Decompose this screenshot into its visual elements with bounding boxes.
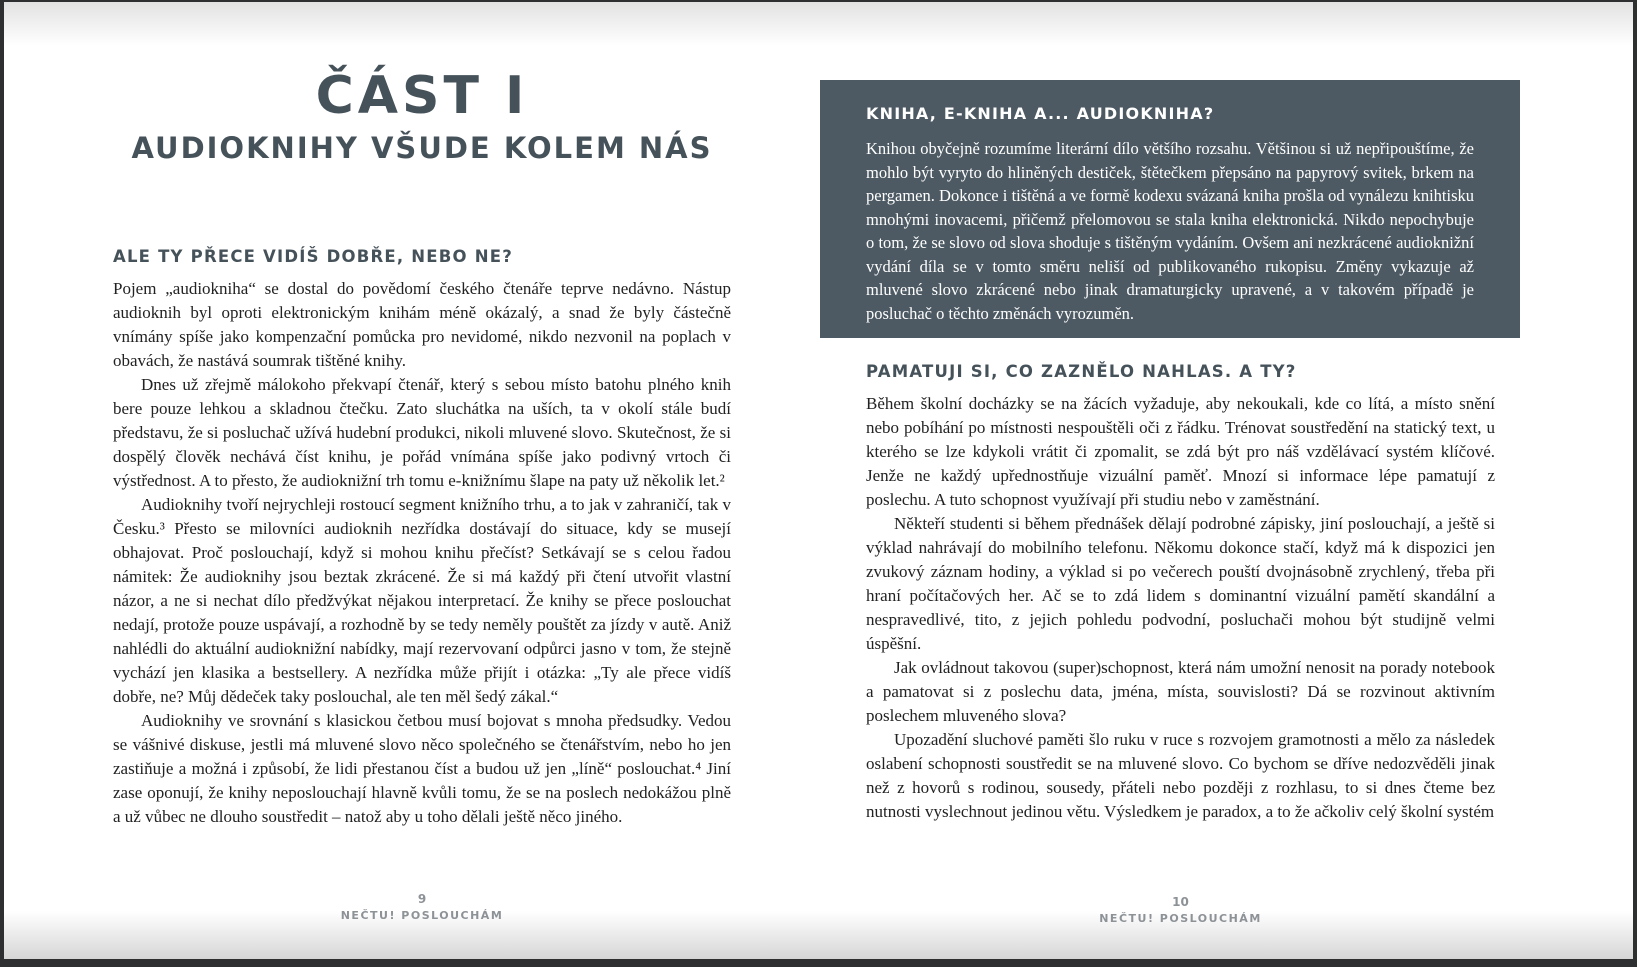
part-subtitle: AUDIOKNIHY VŠUDE KOLEM NÁS — [131, 131, 713, 166]
body-paragraph: Jak ovládnout takovou (super)schopnost, která nám umožní nenosit na porady notebook a pamatovat si z poslechu data, jména, místa, souvislosti? Dá se rozvinout aktivním poslechem mluveného slova? — [866, 658, 1495, 725]
running-title: NEČTU! POSLOUCHÁM — [340, 909, 504, 922]
window-edge-right — [1633, 0, 1637, 967]
info-box-heading: KNIHA, E-KNIHA A... AUDIOKNIHA? — [866, 104, 1215, 123]
part-title: ČÁST I — [315, 66, 529, 126]
body-paragraph: Někteří studenti si během přednášek dělají podrobné zápisky, jiní poslouchají, a ještě si výklad nahrávají do mobilního telefonu. Někomu dokonce stačí, když má k dispozici jen zvukový záznam hodiny, a výklad si po večerech pouští dvojnásobně zrychlený, třeba při hraní počítačových her. Ač se to zdá lidem s dominantní vizuální pamětí skandální a nespravedlivé, tito, z jejich pohledu podvodní, posluchači mohou být studijně velmi úspěšní. — [866, 514, 1495, 653]
right-section-heading: PAMATUJI SI, CO ZAZNĚLO NAHLAS. A TY? — [866, 362, 1297, 381]
page-number: 9 — [417, 892, 427, 906]
running-title: NEČTU! POSLOUCHÁM — [1099, 912, 1262, 925]
left-section-heading: ALE TY PŘECE VIDÍŠ DOBŘE, NEBO NE? — [113, 247, 513, 266]
right-page-footer — [866, 895, 1495, 925]
page-number: 10 — [1172, 895, 1189, 909]
body-paragraph: Během školní docházky se na žácích vyžaduje, aby nekoukali, kde co lítá, a místo snění nebo pobíhání po místnosti nespouštěli oči z řádku. Trénovat soustředění na statický text, u kterého se lze kdykoli vrátit či zpomalit, se zdá být pro náš vzdělávací systém klíčové. Jenže ne každý upřednostňuje vizuální paměť. Mnozí si informace lépe pamatují z poslechu. A tuto schopnost využívají při studiu nebo v zaměstnání. — [866, 394, 1495, 509]
window-edge-top — [0, 0, 1637, 2]
left-page-body — [113, 277, 731, 829]
page-top-shadow — [4, 2, 1633, 46]
body-paragraph: Pojem „audiokniha“ se dostal do povědomí českého čtenáře teprve nedávno. Nástup audioknih byl oproti elektronickým knihám méně okázalý, a snad že byly částečně vnímány spíše jako kompenzační pomůcka pro nevidomé, nikdo nezvonil na poplach v obavách, že nastává soumrak tištěné knihy. — [113, 279, 731, 370]
body-paragraph: Audioknihy ve srovnání s klasickou četbou musí bojovat s mnoha předsudky. Vedou se vášnivé diskuse, jestli má mluvené slovo něco společného se čtenářstvím, nebo ho jen zastiňuje a možná i způsobí, že lidi přestanou číst a budou už jen „líně“ poslouchat.⁴ Jiní zase oponují, že knihy neposlouchají hlavně kvůli tomu, že se na poslech nedokážou plně a už vůbec ne dlouho soustředit – natož aby u toho dělali ještě něco jiného. — [113, 711, 731, 826]
window-edge-left — [0, 0, 4, 967]
window-edge-bottom — [0, 959, 1637, 967]
part-title-block — [113, 68, 731, 166]
body-paragraph: Upozadění sluchové paměti šlo ruku v ruce s rozvojem gramotnosti a mělo za následek oslabení schopnosti soustředit se na mluvené slovo. Co bychom se dříve nedozvěděli jinak než z hovorů s rodinou, sousedy, přáteli nebo později z rozhlasu, to si dnes čteme bez nutnosti vyslechnout jedinou větu. Výsledkem je paradox, a to že ačkoliv celý školní systém — [866, 730, 1495, 821]
info-box-body: Knihou obyčejně rozumíme literární dílo většího rozsahu. Většinou si už nepřipouštíme, že mohlo být vyryto do hliněných destiček, štětečkem přepsáno na papyrový svitek, brkem na pergamen. Dokonce i tištěná a ve formě kodexu svázaná kniha prošla od vynálezu knihtisku mnohými inovacemi, přičemž přelomovou se stala kniha elektronická. Nikdo nepochybuje o tom, že se slovo od slova shoduje s tištěným vydáním. Ovšem ani nezkrácené audioknižní vydání díla se v tomto směru neliší od publikovaného rukopisu. Změny vykazuje až mluvené slovo zkrácené nebo jinak dramaturgicky upravené, a v takovém případě je posluchač o těchto změnách vyrozuměn. — [866, 139, 1474, 323]
info-box — [820, 80, 1520, 338]
left-page-footer — [113, 892, 731, 922]
body-paragraph: Audioknihy tvoří nejrychleji rostoucí segment knižního trhu, a to jak v zahraničí, tak v Česku.³ Přesto se milovníci audioknih nezřídka dostávají do situace, kdy se musejí obhajovat. Proč poslouchají, když si mohou knihu přečíst? Setkávají se s celou řadou námitek: Že audioknihy jsou beztak zkrácené. Že si má každý při čtení utvořit vlastní názor, a ne si nechat dílo předžvýkat nějakou interpretací. Že knihy se přece poslouchat nedají, protože pouze uspávají, a rozhodně by se tedy neměly pouštět za jízdy v autě. Aniž nahlédli do aktuální audioknižní nabídky, mají rezervovaní odpůrci jasno v tom, že stejně vychází jen klasika a bestsellery. A nezřídka může přijít i otázka: „Ty ale přece vidíš dobře, ne? Můj dědeček taky poslouchal, ale ten měl šedý zákal.“ — [113, 495, 731, 706]
body-paragraph: Dnes už zřejmě málokoho překvapí čtenář, který s sebou místo batohu plného knih bere pouze lehkou a skladnou čtečku. Zato sluchátka na uších, ta v okolí stále budí představu, že si posluchač užívá hudební produkci, nikoli mluvené slovo. Skutečnost, že si dospělý člověk nechává číst knihu, je pořád vnímána spíše jako podivný vrtoch či výstřednost. A to přesto, že audioknižní trh tomu e-knižnímu šlape na paty už několik let.² — [113, 375, 731, 490]
right-page-body — [866, 392, 1495, 824]
